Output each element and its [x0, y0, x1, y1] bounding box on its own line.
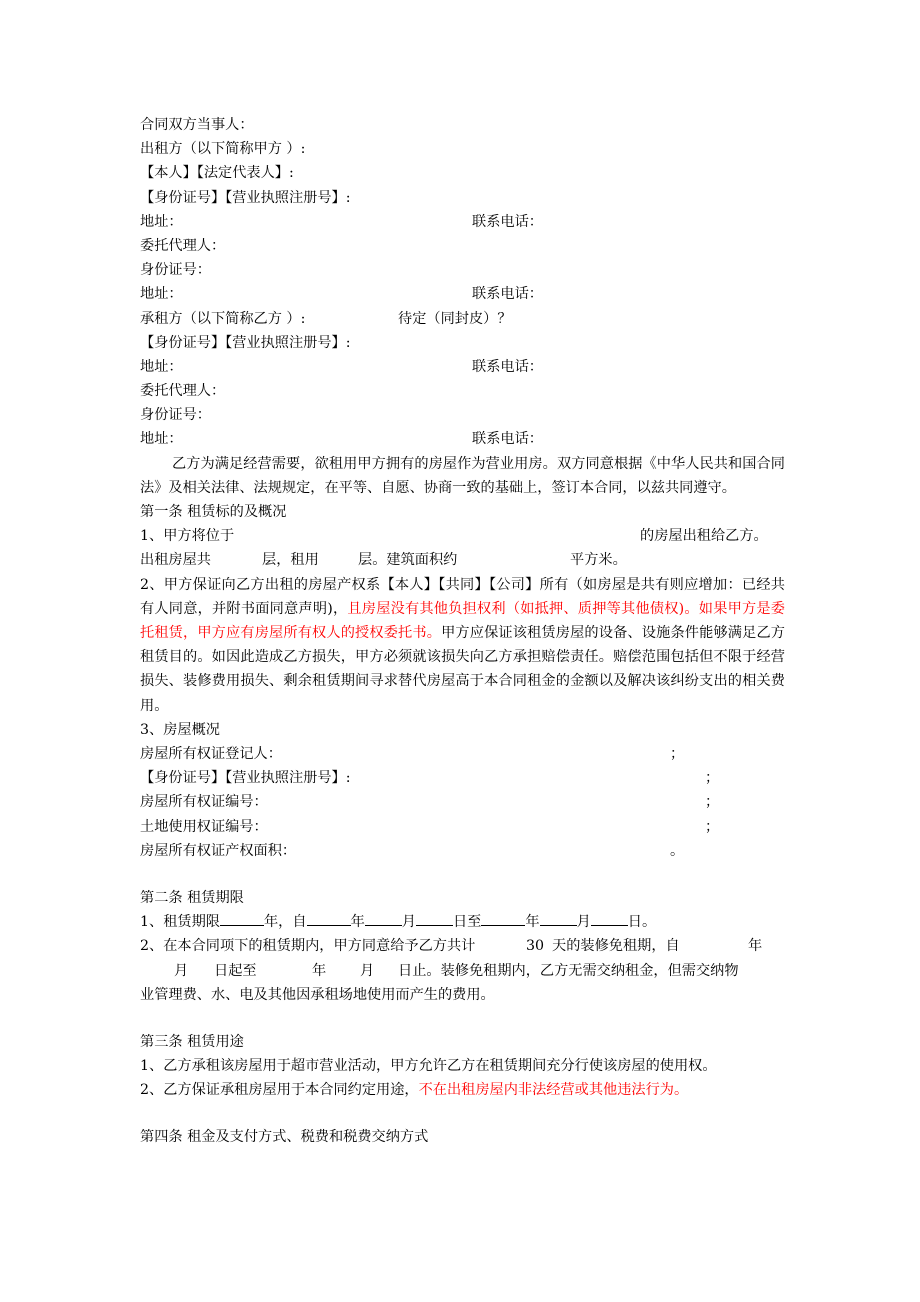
reg-id-line	[140, 766, 785, 790]
reg-person-line	[140, 742, 785, 766]
article4-heading: 第四条 租金及支付方式、税费和税费交纳方式	[140, 1129, 429, 1146]
year-label: 年	[350, 914, 365, 931]
lessee-note: 待定（同封皮）？	[398, 310, 512, 327]
blank-field	[365, 910, 402, 926]
rent-free-text: 2、在本合同项下的租赁期内，甲方同意给予乙方共计	[140, 938, 476, 955]
area-line	[140, 839, 785, 863]
rent-free-from: 天的装修免租期，自	[552, 938, 680, 955]
article1-item1-line2	[140, 548, 785, 572]
cert-no-label: 房屋所有权证编号：	[140, 794, 268, 811]
semicolon: ；	[705, 818, 720, 835]
address-label: 地址：	[140, 286, 183, 303]
location-label: 1、甲方将位于	[140, 528, 235, 545]
blank-field	[540, 910, 577, 926]
article2-heading: 第二条 租赁期限	[140, 889, 244, 906]
address-label: 地址：	[140, 358, 183, 375]
month-label: 月	[174, 962, 189, 979]
full-stop: 。	[641, 914, 657, 931]
blank-field	[307, 910, 351, 926]
rent-free-terms: 日止。装修免租期内，乙方无需交纳租金，但需交纳物	[398, 962, 739, 979]
year-label: 年	[525, 914, 540, 931]
semicolon: ；	[705, 794, 720, 811]
parties-intro: 合同双方当事人：	[140, 117, 254, 133]
day-label: 日	[627, 914, 642, 931]
day-label: 日	[452, 914, 468, 931]
floors-total-label: 出租房屋共	[140, 552, 211, 569]
lessee-address-line	[140, 355, 785, 379]
cert-no-line	[140, 790, 785, 814]
reg-person-label: 房屋所有权证登记人：	[140, 746, 282, 762]
warranty-text: 甲方应保证该租赁房屋的设备、设施条件能够满足乙方租赁目的。如因此造成乙方损失，甲方必须就该损失向乙方承担赔偿责任。赔偿范围包括但不限于经营损失、装修费用损失、剩余租赁期间寻求替代房屋高于本合同租金的金额以及解决该纠纷支出的相关费用。	[140, 625, 785, 714]
lessor-address-line	[140, 210, 785, 234]
month-label: 月	[360, 962, 375, 979]
lessee-line	[140, 307, 785, 331]
rent-free-days: 30	[526, 938, 545, 955]
article1-heading: 第一条 租赁标的及概况	[140, 504, 287, 521]
phone-label: 联系电话：	[472, 358, 543, 375]
use-guarantee-text: 2、乙方保证承租房屋用于本合同约定用途，	[140, 1082, 419, 1099]
semicolon: ；	[705, 770, 720, 787]
use-guarantee-highlight: 不在出租房屋内非法经营或其他违法行为。	[418, 1082, 689, 1099]
land-no-line	[140, 815, 785, 839]
lessor-agent-address-line	[140, 282, 785, 306]
article2-item2-line1	[140, 934, 785, 958]
lessor-rep-line: 【本人】【法定代表人】:	[140, 165, 294, 182]
article1-item2-paragraph	[140, 573, 785, 718]
to-label: 至	[467, 914, 482, 931]
term-label: 1、租赁期限	[140, 914, 220, 931]
lessor-agent-id-line: 身份证号：	[140, 262, 211, 279]
lessee-id-line: 【身份证号】【营业执照注册号】:	[140, 334, 351, 351]
article3-item1-line: 1、乙方承租该房屋用于超市营业活动，甲方允许乙方在租赁期间充分行使该房屋的使用权。	[140, 1058, 717, 1075]
article2-item1-line	[140, 910, 785, 934]
lessee-label: 承租方（以下简称乙方 ）:	[140, 310, 306, 327]
contract-page	[140, 113, 785, 1150]
area-label: 层。建筑面积约	[358, 552, 458, 569]
article3-heading: 第三条 租赁用途	[140, 1033, 244, 1050]
semicolon: ；	[670, 746, 685, 762]
article3-item2-line	[140, 1078, 785, 1102]
reg-id-label: 【身份证号】【营业执照注册号】:	[140, 770, 351, 787]
year-label: 年	[263, 914, 279, 931]
blank-field	[416, 910, 453, 926]
preamble-paragraph: 乙方为满足经营需要，欲租用甲方拥有的房屋作为营业用房。双方同意根据《中华人民共和国合同法》及相关法律、法规规定，在平等、自愿、协商一致的基础上，签订本合同，以兹共同遵守。	[140, 455, 785, 496]
article1-item3-heading: 3、房屋概况	[140, 721, 220, 738]
lessee-agent-id-line: 身份证号：	[140, 407, 211, 424]
blank-field	[481, 910, 525, 926]
lessor-agent-line: 委托代理人：	[140, 237, 226, 254]
article2-item2-line3: 业管理费、水、电及其他因承租场地使用而产生的费用。	[140, 986, 495, 1003]
area-cert-label: 房屋所有权证产权面积：	[140, 842, 297, 859]
lessee-agent-address-line	[140, 427, 785, 451]
month-label: 月	[576, 914, 591, 931]
land-no-label: 土地使用权证编号：	[140, 818, 268, 835]
blank-field	[220, 910, 264, 926]
blank-field	[591, 910, 628, 926]
lessee-agent-line: 委托代理人：	[140, 383, 226, 400]
lessor-line: 出租方（以下简称甲方 ）:	[140, 141, 306, 158]
year-label: 年	[748, 938, 763, 955]
article1-item1-line1	[140, 524, 785, 548]
lease-to-text: 的房屋出租给乙方。	[640, 528, 768, 545]
lessor-id-line: 【身份证号】【营业执照注册号】:	[140, 189, 351, 206]
full-stop: 。	[670, 842, 685, 859]
article2-item2-line2	[140, 959, 785, 983]
area-unit: 平方米。	[570, 552, 627, 569]
address-label: 地址：	[140, 431, 183, 448]
floors-leased-label: 层，租用	[262, 552, 319, 569]
from-label: ，自	[278, 914, 307, 931]
ownership-highlight: 且房屋没有其他负担权利（如抵押、质押等其他债权)。如果甲方是委托租赁，甲方应有房屋所有权人的授权委托书。	[140, 600, 785, 641]
until-label: 日起至	[214, 962, 257, 979]
year-label: 年	[312, 962, 327, 979]
phone-label: 联系电话：	[472, 213, 543, 230]
phone-label: 联系电话：	[472, 286, 543, 303]
month-label: 月	[401, 914, 416, 931]
address-label: 地址：	[140, 213, 183, 230]
phone-label: 联系电话：	[472, 431, 543, 448]
ownership-text: 2、甲方保证向乙方出租的房屋产权系【本人】【共同】【公司】所有（如房屋是共有则应增加：已经共有人同意，并附书面同意声明)，	[140, 576, 785, 617]
